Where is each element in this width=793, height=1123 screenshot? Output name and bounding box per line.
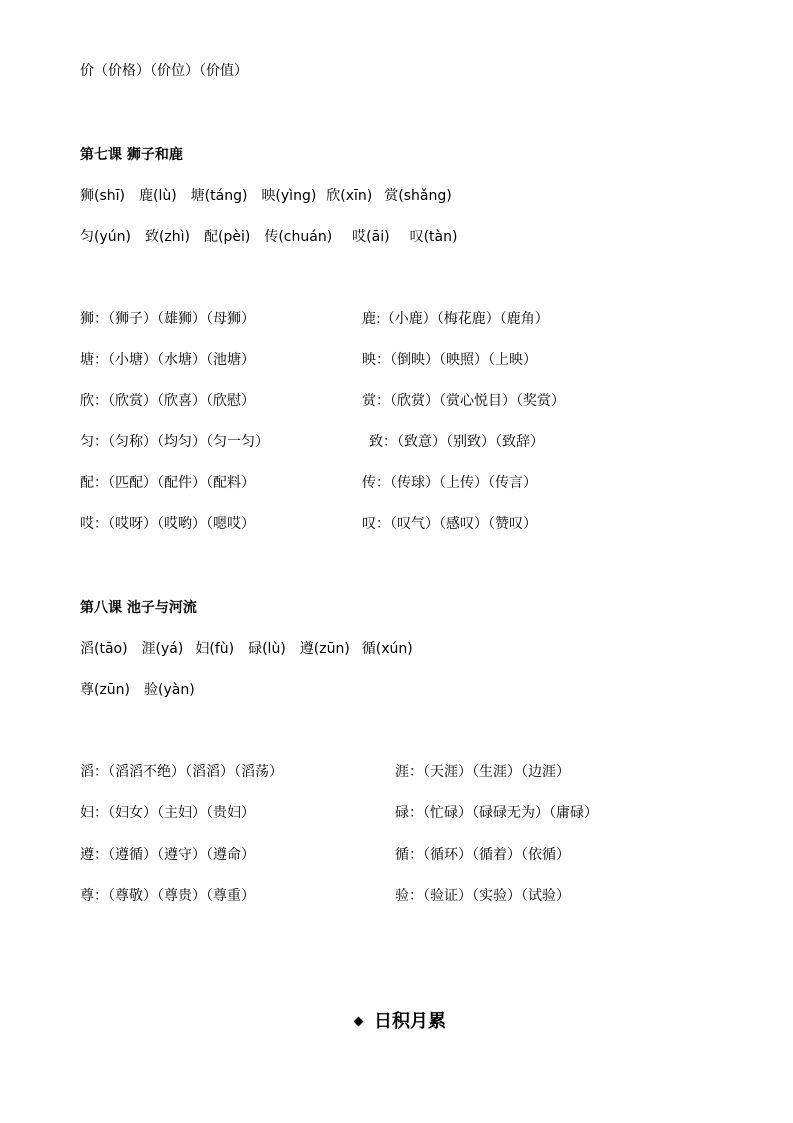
pinyin-item: 映(yìng)	[261, 188, 317, 204]
lesson7-word-right: 鹿:（小鹿）（梅花鹿）（鹿角）	[362, 311, 549, 327]
lesson7-title: 第七课 狮子和鹿	[80, 147, 183, 163]
pinyin-item: 验(yàn)	[144, 682, 195, 698]
pinyin-item: 尊(zūn)	[80, 682, 131, 698]
lesson7-word-left: 狮：（狮子）（雄狮）（母狮）	[80, 311, 255, 327]
lesson8-word-left: 妇：（妇女）（主妇）（贵妇）	[80, 805, 255, 821]
lesson8-title: 第八课 池子与河流	[80, 600, 197, 616]
pinyin-item: 叹(tàn)	[409, 229, 458, 245]
lesson8-word-left: 滔：（滔滔不绝）（滔滔）（滔荡）	[80, 764, 283, 780]
pinyin-item: 匀(yún)	[80, 229, 131, 245]
lesson7-pinyin-row1	[80, 186, 452, 206]
pinyin-item: 配(pèi)	[204, 229, 251, 245]
section-heading-text: 日积月累	[374, 1011, 446, 1032]
pinyin-item: 鹿(lù)	[138, 188, 177, 204]
lesson7-word-left: 匀：（匀称）（均匀）（匀一匀）	[80, 434, 269, 450]
pinyin-item: 传(chuán)	[264, 229, 333, 245]
lesson7-word-left: 欣：（欣赏）（欣喜）（欣慰）	[80, 393, 255, 409]
lesson7-word-right: 映：（倒映）（映照）（上映）	[362, 352, 537, 368]
pinyin-item: 滔(tāo)	[80, 641, 128, 657]
lesson7-word-right: 赏：（欣赏）（赏心悦目）（奖赏）	[362, 393, 565, 409]
pinyin-item: 哎(āi)	[352, 229, 390, 245]
lesson8-word-right: 验：（验证）（实验）（试验）	[395, 888, 570, 904]
lesson8-word-right: 循：（循环）（循着）（依循）	[395, 847, 570, 863]
pinyin-item: 涯(yá)	[141, 641, 184, 657]
pinyin-item: 遵(zūn)	[299, 641, 350, 657]
pinyin-item: 赏(shǎng)	[384, 188, 452, 204]
pinyin-item: 塘(táng)	[190, 188, 248, 204]
pinyin-item: 碌(lù)	[248, 641, 286, 657]
lesson8-word-right: 涯：（天涯）（生涯）（边涯）	[395, 764, 570, 780]
lesson8-pinyin-row2	[80, 680, 195, 700]
section-heading	[355, 1010, 446, 1035]
lesson8-word-right: 碌：（忙碌）（碌碌无为）（庸碌）	[395, 805, 598, 821]
pinyin-item: 欣(xīn)	[326, 188, 373, 204]
lesson8-word-left: 遵：（遵循）（遵守）（遵命）	[80, 847, 255, 863]
lesson8-word-left: 尊：（尊敬）（尊贵）（尊重）	[80, 888, 255, 904]
lesson7-pinyin-row2	[80, 227, 457, 247]
diamond-bullet-icon	[354, 1016, 364, 1026]
lesson8-pinyin-row1	[80, 639, 413, 659]
top-line: 价（价格）（价位）（价值）	[80, 63, 248, 79]
lesson7-word-right: 叹：（叹气）（感叹）（赞叹）	[362, 516, 537, 532]
pinyin-item: 妇(fù)	[195, 641, 235, 657]
lesson7-word-right: 致：（致意）（别致）（致辞）	[369, 434, 544, 450]
lesson7-word-left: 塘：（小塘）（水塘）（池塘）	[80, 352, 255, 368]
lesson7-word-left: 配：（匹配）（配件）（配料）	[80, 475, 255, 491]
pinyin-item: 狮(shī)	[80, 188, 125, 204]
pinyin-item: 致(zhì)	[144, 229, 191, 245]
pinyin-item: 循(xún)	[361, 641, 413, 657]
lesson7-word-right: 传：（传球）（上传）（传言）	[362, 475, 537, 491]
lesson7-word-left: 哎：（哎呀）（哎哟）（嗯哎）	[80, 516, 255, 532]
